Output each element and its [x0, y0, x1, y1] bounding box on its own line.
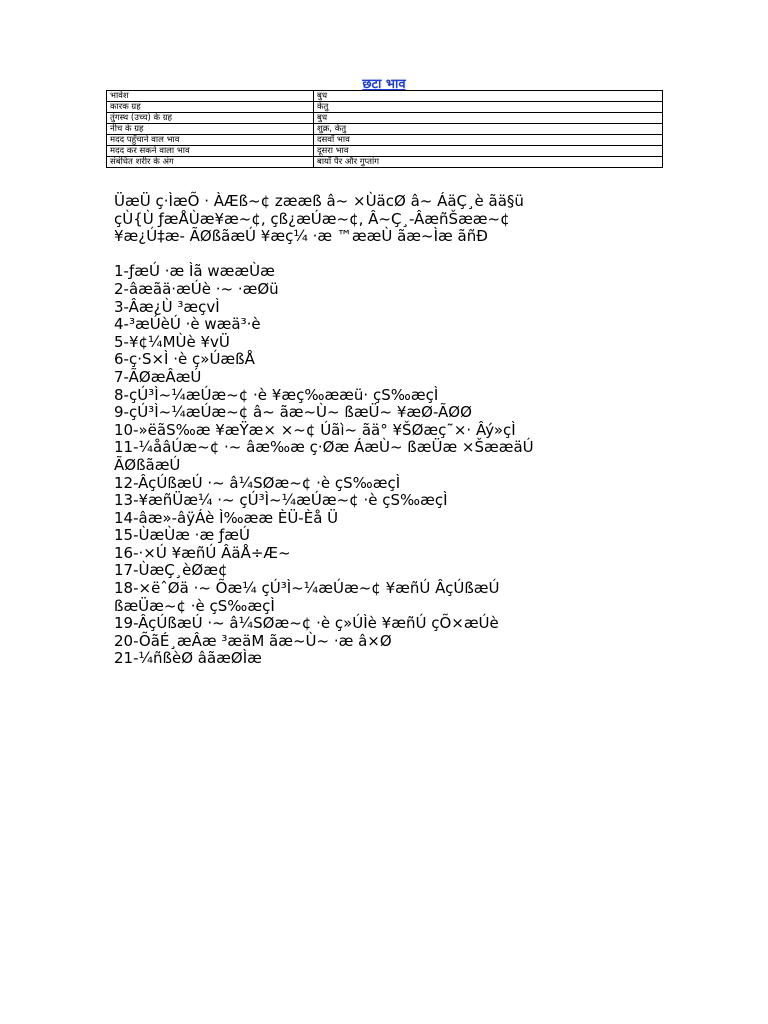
list-item: 12-ÂçÚßæÚ ·~ â¼SØæ~¢ ·è çS‰æçÌ: [114, 473, 401, 492]
table-row: [107, 157, 663, 168]
list-item: 10-»ëãS‰æ ¥æŸæ× ×~¢ Úãì~ ãä° ¥ŠØæç˜×· Âý»çÌ: [114, 420, 516, 439]
table-label-cell: कारक ग्रह: [107, 102, 314, 113]
table-row: [107, 124, 663, 135]
table-value-cell: शुक्र, केतु: [314, 124, 663, 135]
list-item: 9-çÚ³Ì~¼æÚæ~¢ â~ ãæ~Ù~ ßæÜ~ ¥æØ-ÃØØ: [114, 403, 472, 422]
table-value-cell: केतु: [314, 102, 663, 113]
list-item: 3-Âæ¿Ù ³æçvÌ: [114, 297, 220, 316]
table-row: [107, 91, 663, 102]
list-item: 4-³æÚèÚ ·è wæä³·è: [114, 315, 261, 334]
list-item: 11-¼åâÚæ~¢ ·~ âæ‰æ ç·Øæ ÁæÙ~ ßæÜæ ×ŠææäÚ: [114, 438, 534, 457]
list-item: ÃØßãæÚ: [114, 455, 181, 474]
table-label-cell: संबंधित शरीर के अंग: [107, 157, 314, 168]
table-row: [107, 146, 663, 157]
intro-line: ¥æ¿Ú‡æ- ÃØßãæÚ ¥æç¼ ·æ ™ææÙ ãæ~Ìæ ãñÐ: [114, 227, 488, 246]
list-item: 14-âæ»-âÿÁè Ì‰ææ ÈÜ-Èå Ü: [114, 508, 339, 527]
list-item: ßæÜæ~¢ ·è çS‰æçÌ: [114, 596, 275, 615]
list-item: 7-ÃØæÂæÚ: [114, 367, 202, 386]
table-row: [107, 113, 663, 124]
table-label-cell: मदद कर सकने वाला भाव: [107, 146, 314, 157]
body-text: [114, 193, 754, 668]
page-title-text: छटा भाव: [362, 77, 406, 92]
list-item: 5-¥¢¼MÙè ¥vÜ: [114, 332, 230, 351]
list-item: 21-¼ñßèØ âãæØÌæ: [114, 649, 262, 668]
table-row: [107, 135, 663, 146]
list-item: 6-ç·S×Ì ·è ç»ÚæßÅ: [114, 350, 255, 369]
table-label-cell: नीच के ग्रह: [107, 124, 314, 135]
table-label-cell: भावेश: [107, 91, 314, 102]
list-item: 13-¥æñÜæ¼ ·~ çÚ³Ì~¼æÚæ~¢ ·è çS‰æçÌ: [114, 491, 448, 510]
paragraph-spacer: [114, 246, 754, 264]
list-item: 8-çÚ³Ì~¼æÚæ~¢ ·è ¥æç‰ææü· çS‰æçÌ: [114, 385, 439, 404]
list-item: 17-ÙæÇ¸èØæ¢: [114, 561, 228, 580]
intro-line: ÜæÜ ç·ÌæÕ · ÀÆß~¢ zææß â~ ×ÙäcØ â~ ÁäÇ¸è ãä§ü: [114, 192, 524, 210]
table-value-cell: बुध: [314, 91, 663, 102]
list-item: 15-ÙæÙæ ·æ ƒæÚ: [114, 526, 250, 545]
intro-line: çÙ{Ù ƒæÅÙæ¥æ~¢, çß¿æÚæ~¢, Â~Ç¸-ÂæñŠææ~¢: [114, 209, 510, 228]
table-value-cell: बुध: [314, 113, 663, 124]
table-value-cell: दूसरा भाव: [314, 146, 663, 157]
list-item: 18-×ëˆØä ·~ Õæ¼ çÚ³Ì~¼æÚæ~¢ ¥æñÚ ÂçÚßæÚ: [114, 579, 500, 598]
table-value-cell: बायाँ पैर और गुप्तांग: [314, 157, 663, 168]
info-table: [106, 90, 663, 168]
list-item: 19-ÂçÚßæÚ ·~ â¼SØæ~¢ ·è ç»ÚÌè ¥æñÚ çÕ×æÚè: [114, 614, 499, 633]
table-row: [107, 102, 663, 113]
list-item: 16-·×Ú ¥æñÚ ÂäÅ÷Æ~: [114, 543, 291, 562]
list-item: 1-ƒæÚ ·æ Ìã wææÙæ: [114, 262, 275, 281]
list-item: 2-âæãä·æÚè ·~ ·æØü: [114, 279, 279, 298]
table-label-cell: मदद पहुँचाने वाल भाव: [107, 135, 314, 146]
table-value-cell: दसवाँ भाव: [314, 135, 663, 146]
table-label-cell: तुंगस्थ (उच्च) के ग्रह: [107, 113, 314, 124]
list-item: 20-ÕãÉ¸æÂæ ³æäM ãæ~Ù~ ·æ â×Ø: [114, 631, 392, 650]
